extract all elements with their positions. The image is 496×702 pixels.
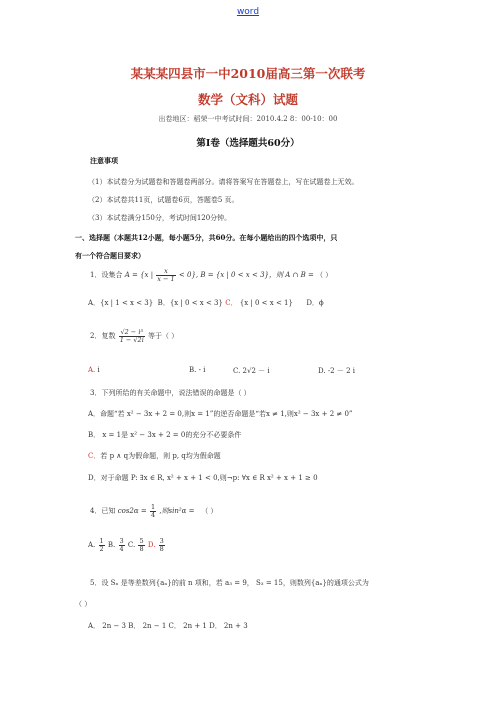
q1-options	[88, 298, 324, 308]
question-2	[90, 329, 178, 343]
q1-set-b: < 0}, B = {x | 0 < x < 3}，则	[178, 271, 283, 279]
q1-option-b: B．{x | 0 < x < 3}	[157, 299, 223, 307]
q5-stem: 5．设 Sₙ 是等差数列{aₙ}的前 n 项和，若 a₃ = 9， S₃ = 15，则数列{aₙ}的通项公式为	[90, 579, 369, 587]
q1-option-a: A．{x | 1 < x < 3}	[88, 299, 154, 307]
q1-fraction	[156, 268, 175, 282]
q4-b-num: 3	[119, 537, 124, 545]
q4-option-b-letter: B.	[107, 541, 116, 549]
q1-set-a: A = {x |	[124, 271, 154, 279]
q1-frac-den: x − 1	[157, 274, 175, 283]
q2-option-c: C. 2√2 － i	[233, 367, 270, 375]
q2-num: 2．复数	[90, 332, 116, 340]
q4-paren: （ ）	[201, 507, 218, 515]
q1-frac-num: x	[156, 268, 175, 276]
q2-option-d: D. -2 － 2 i	[318, 367, 355, 375]
q4-d-den: 8	[159, 544, 164, 553]
q3-option-c: 若 p ∧ q为假命题，则 p, q均为假命题	[100, 452, 221, 460]
q4-b-den: 4	[119, 544, 124, 553]
q1-num: 1．设集合	[90, 271, 123, 279]
q4-option-d	[159, 538, 165, 552]
note-item: （1）本试卷分为试题卷和答题卷两部分。请将答案写在答题卷上，写在试题卷上无效。	[88, 178, 359, 186]
q5-paren: （ ）	[75, 600, 92, 608]
q2-options	[88, 366, 100, 374]
part1-heading: 一、选择题（本题共12小题，每小题5分，共60分。在每小题给出的四个选项中，只	[75, 233, 338, 242]
q4-frac-num: 1	[150, 503, 156, 511]
q4-option-c-letter: C.	[127, 541, 136, 549]
q4-c-num: 5	[139, 537, 144, 545]
q2-frac-den: 1 − √2i	[119, 335, 144, 344]
q4-option-b	[119, 538, 125, 552]
question-4	[90, 504, 217, 518]
q3-stem: 3．下列所给的有关命题中，说法错误的命题是（ ）	[90, 389, 251, 397]
q4-option-d-letter: D.	[147, 541, 156, 549]
q3-option-c-letter: C．	[88, 452, 101, 460]
q4-a-den: 2	[99, 544, 104, 553]
q3-option-c-row	[88, 451, 221, 461]
exam-subtitle: 数学（文科）试题	[197, 92, 298, 107]
q4-fraction	[150, 504, 156, 518]
exam-meta: 出卷地区：稻荣一中考试时间：2010.4.2 8：00-10：00	[158, 115, 338, 123]
q4-d-num: 3	[159, 537, 164, 545]
q2-option-a-letter: A.	[88, 366, 96, 374]
part1-heading-cont: 有一个符合题目要求）	[75, 251, 145, 260]
question-1	[90, 268, 332, 282]
q4-c-den: 8	[139, 544, 144, 553]
q1-ask: A ∩ B =	[285, 271, 314, 279]
section-title: 第Ⅰ卷（选择题共60分）	[196, 138, 300, 149]
q4-options	[88, 538, 166, 552]
exam-title: 某某某四县市一中2010届高三第一次联考	[130, 66, 366, 81]
note-item: （3）本试卷满分150分，考试时间120分钟。	[88, 214, 232, 222]
q3-option-a: A．命题“若 x² − 3x + 2 = 0,则x = 1”的逆否命题是“若x ≠ 1,则x² − 3x + 2 ≠ 0”	[88, 410, 353, 418]
q1-paren: （ ）	[316, 271, 333, 279]
q2-fraction	[119, 329, 145, 343]
q4-rest: ,则sin²α =	[159, 507, 195, 515]
q1-option-c: {x | 0 < x < 1}	[239, 299, 293, 307]
q4-a-num: 1	[99, 537, 104, 545]
q2-rest: 等于（ ）	[148, 332, 179, 340]
note-item: （2）本试卷共11页，试题卷6页，答题卷5 页。	[88, 196, 239, 204]
q1-option-c-letter: C．	[225, 299, 238, 307]
q2-option-a: i	[97, 366, 100, 374]
header-word-link[interactable]: word	[236, 7, 260, 17]
q4-pre: cos2α =	[117, 507, 147, 515]
q2-option-b: B. - i	[189, 366, 206, 374]
q5-options: A． 2n − 3 B． 2n − 1 C． 2n + 1 D． 2n + 3	[88, 622, 248, 630]
q2-frac-num: √2 − i³	[120, 328, 144, 336]
q3-option-d: D．对于命题 P: ∃x ∈ R, x² + x + 1 < 0,则¬p: ∀x ∈ R x² + x + 1 ≥ 0	[88, 474, 318, 482]
q4-num: 4．已知	[90, 507, 116, 515]
q1-option-d: D．ϕ	[306, 299, 324, 307]
notes-heading: 注意事项	[90, 156, 118, 165]
q4-frac-den: 4	[150, 510, 156, 519]
q4-option-c	[138, 538, 144, 552]
q4-option-a-letter: A.	[88, 541, 96, 549]
q3-option-b: B． x = 1是 x² − 3x + 2 = 0的充分不必要条件	[88, 431, 242, 439]
q4-option-a	[99, 538, 105, 552]
